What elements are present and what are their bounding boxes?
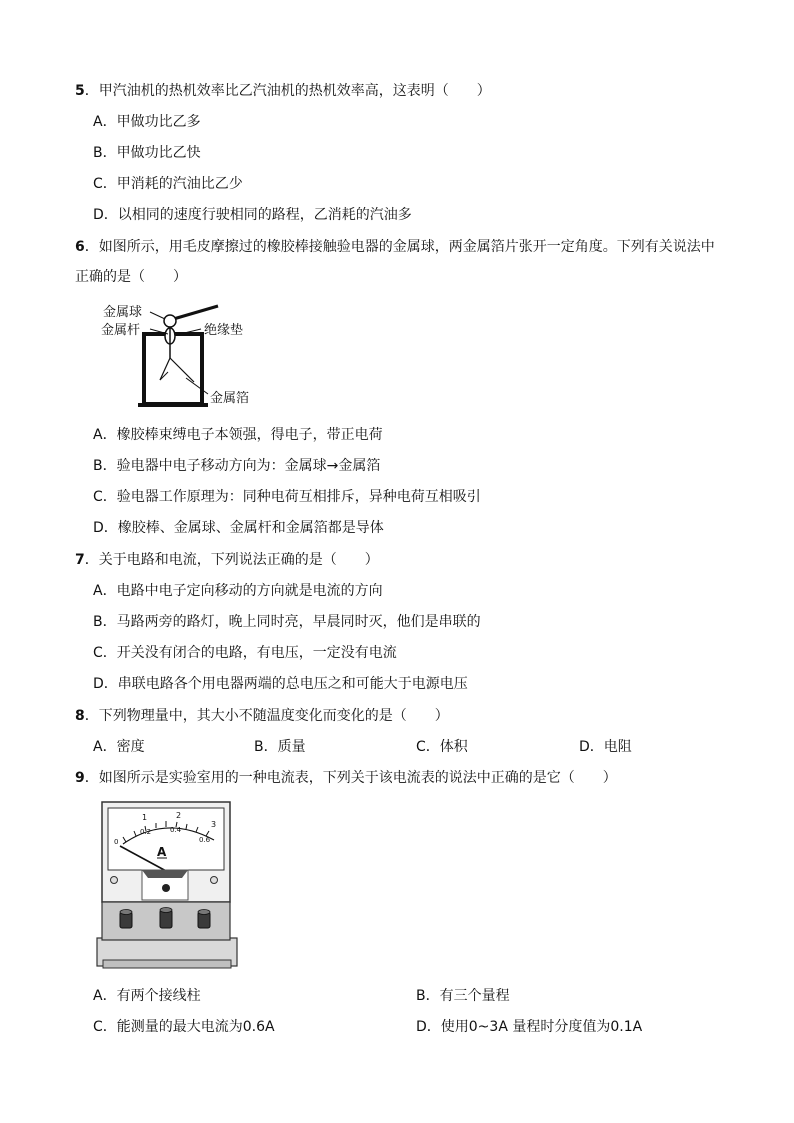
q8-option-d: D．电阻: [579, 739, 632, 755]
q6-option-c: C．验电器工作原理为：同种电荷互相排斥，异种电荷互相吸引: [93, 489, 481, 505]
q8-option-b: B．质量: [254, 739, 306, 755]
question-text: ．甲汽油机的热机效率比乙汽油机的热机效率高，这表明（ ）: [84, 83, 491, 99]
rubber-rod: [170, 306, 218, 320]
scale-top-2: 2: [176, 811, 182, 820]
q7-option-c: C．开关没有闭合的电路，有电压，一定没有电流: [93, 645, 397, 661]
scale-top-3: 3: [211, 820, 217, 829]
q5-option-c: C．甲消耗的汽油比乙少: [93, 176, 243, 192]
q7-option-b: B．马路两旁的路灯，晚上同时亮，早晨同时灭，他们是串联的: [93, 614, 481, 630]
q7-option-d: D．串联电路各个用电器两端的总电压之和可能大于电源电压: [93, 676, 468, 692]
q8-option-a: A．密度: [93, 739, 145, 755]
q9-option-a: A．有两个接线柱: [93, 988, 201, 1004]
q9-option-b: B．有三个量程: [416, 988, 510, 1004]
binding-post-right: [198, 910, 210, 929]
metal-ball: [164, 315, 176, 327]
scale-bottom-04: 0.4: [170, 826, 182, 834]
panel-screw-right: [211, 877, 218, 884]
zero-adjust-screw: [162, 884, 170, 892]
q6-option-a: A．橡胶棒束缚电子本领强，得电子，带正电荷: [93, 427, 383, 443]
question-text: ．关于电路和电流，下列说法正确的是（ ）: [84, 552, 379, 568]
unit-label: A: [157, 845, 167, 859]
question-number: 9: [75, 770, 85, 786]
scale-zero: 0: [114, 838, 119, 846]
question-9-stem: [75, 768, 617, 788]
label-insulating-pad: 绝缘垫: [204, 323, 244, 338]
q7-option-a: A．电路中电子定向移动的方向就是电流的方向: [93, 583, 383, 599]
q5-option-b: B．甲做功比乙快: [93, 145, 201, 161]
q9-option-d: D．使用0~3A 量程时分度值为0.1A: [416, 1019, 643, 1035]
q5-option-d: D．以相同的速度行驶相同的路程，乙消耗的汽油多: [93, 207, 412, 223]
q8-option-c: C．体积: [416, 739, 468, 755]
scale-bottom-06: 0.6: [199, 836, 211, 844]
binding-post-middle: [160, 908, 172, 929]
question-number: 7: [75, 552, 85, 568]
question-7-stem: [75, 550, 379, 570]
question-number: 8: [75, 708, 85, 724]
panel-screw-left: [111, 877, 118, 884]
q9-option-c: C．能测量的最大电流为0.6A: [93, 1019, 275, 1035]
electroscope-case: [144, 334, 202, 404]
question-6-stem-line2: 正确的是（ ）: [75, 269, 187, 285]
label-metal-rod: 金属杆: [101, 323, 141, 338]
scale-top-1: 1: [142, 813, 148, 822]
question-number: 6: [75, 239, 85, 255]
electroscope-figure: [98, 298, 268, 410]
q6-option-b: B．验电器中电子移动方向为：金属球→金属箔: [93, 458, 381, 474]
label-metal-ball: 金属球: [103, 305, 143, 320]
binding-post-left: [120, 910, 132, 929]
question-text: ．如图所示，用毛皮摩擦过的橡胶棒接触验电器的金属球，两金属箔片张开一定角度。下列有关说法中: [84, 239, 715, 255]
ammeter-figure: [96, 800, 240, 972]
question-5-stem: [75, 81, 491, 101]
question-8-stem: [75, 706, 449, 726]
question-6-stem: [75, 237, 715, 257]
question-text: ．下列物理量中，其大小不随温度变化而变化的是（ ）: [84, 708, 449, 724]
q5-option-a: A．甲做功比乙多: [93, 114, 201, 130]
question-number: 5: [75, 83, 85, 99]
label-metal-foil: 金属箔: [210, 391, 250, 406]
metal-foil-left: [160, 358, 170, 380]
q6-option-d: D．橡胶棒、金属球、金属杆和金属箔都是导体: [93, 520, 384, 536]
metal-foil-right: [170, 358, 194, 382]
question-text: ．如图所示是实验室用的一种电流表，下列关于该电流表的说法中正确的是它（ ）: [84, 770, 617, 786]
scale-bottom-02: 0.2: [140, 828, 152, 836]
